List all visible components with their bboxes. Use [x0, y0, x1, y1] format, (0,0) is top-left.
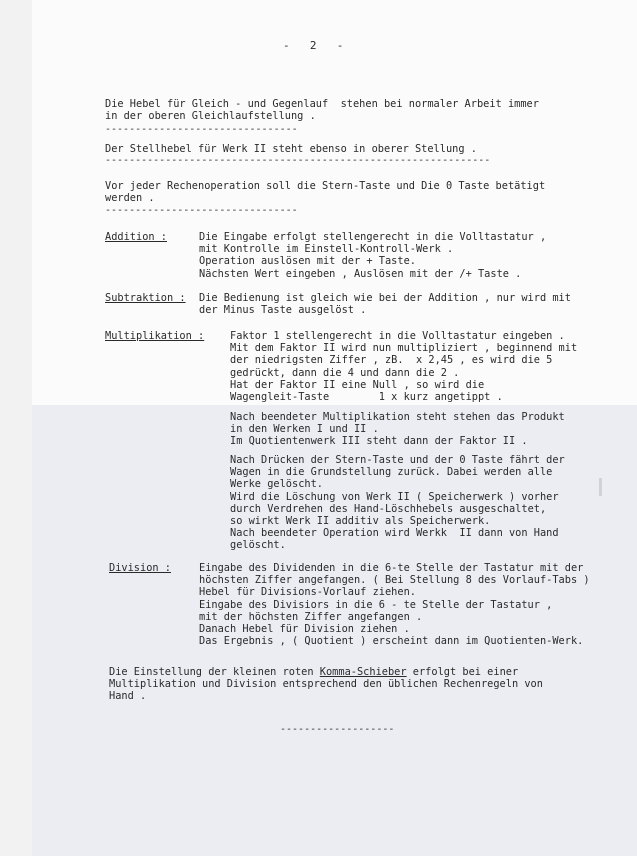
multiplikation-text-3: [230, 454, 565, 552]
multiplikation-text-1: [230, 330, 577, 403]
text-line: Nach beendeter Multiplikation steht stehen das Produkt: [230, 411, 565, 423]
closing-text-part: Die Einstellung der kleinen roten: [109, 666, 320, 678]
multiplikation-heading: Multiplikation :: [105, 330, 205, 342]
separator-rule: ----------------------------------------------------------------: [105, 155, 491, 166]
text-line: gelöscht.: [230, 539, 286, 552]
text-line: Faktor 1 stellengerecht in die Volltastatur eingeben .: [230, 330, 565, 342]
addition-text: [199, 231, 546, 280]
text-line: Eingabe des Dividenden in die 6-te Stelle der Tastatur mit der: [199, 562, 584, 574]
division-heading: Division :: [109, 562, 171, 574]
text-line: Werke gelöscht.: [230, 478, 323, 491]
end-rule: -------------------: [280, 724, 395, 735]
text-line: Der Stellhebel für Werk II steht ebenso in oberer Stellung .: [105, 143, 477, 155]
intro-paragraph-3: [105, 180, 545, 204]
closing-text-part: erfolgt bei einer: [406, 666, 519, 678]
text-line: Operation auslösen mit der + Taste.: [199, 255, 416, 268]
addition-heading: Addition :: [105, 231, 167, 243]
text-line: in den Werken I und II .: [230, 423, 379, 436]
closing-paragraph: [109, 666, 543, 703]
komma-schieber-term: Komma-Schieber: [319, 666, 407, 678]
text-line: Nach beendeter Operation wird Werkk II dann von Hand: [230, 527, 559, 540]
text-line: Die Eingabe erfolgt stellengerecht in die Volltastatur ,: [199, 231, 547, 243]
separator-rule: --------------------------------: [105, 205, 298, 216]
text-line: Nächsten Wert eingeben , Auslösen mit der /+ Taste .: [199, 267, 522, 280]
text-line: [109, 666, 543, 678]
text-line: Mit dem Faktor II wird nun multipliziert , beginnend mit: [230, 342, 578, 355]
text-line: Danach Hebel für Division ziehen .: [199, 623, 410, 636]
text-line: Nach Drücken der Stern-Taste und der 0 Taste fährt der: [230, 454, 565, 466]
page-number: - 2 -: [283, 39, 344, 52]
text-line: Wird die Löschung von Werk II ( Speicherwerk ) vorher: [230, 490, 559, 503]
text-line: Das Ergebnis , ( Quotient ) erscheint dann im Quotienten-Werk.: [199, 635, 584, 648]
text-line: Wagengleit-Taste 1 x kurz angetippt .: [230, 391, 503, 404]
text-line: werden .: [105, 192, 155, 205]
intro-paragraph-2: [105, 143, 477, 155]
separator-rule: --------------------------------: [105, 124, 298, 135]
text-line: höchsten Ziffer angefangen. ( Bei Stellung 8 des Vorlauf-Tabs ): [199, 574, 590, 587]
text-line: Im Quotientenwerk III steht dann der Faktor II .: [230, 435, 528, 448]
text-line: Hat der Faktor II eine Null , so wird die: [230, 378, 485, 391]
text-line: gedrückt, dann die 4 und dann die 2 .: [230, 366, 460, 379]
text-line: der Minus Taste ausgelöst .: [199, 304, 367, 317]
text-line: der niedrigsten Ziffer , zB. x 2,45 , es wird die 5: [230, 354, 553, 367]
text-line: Hebel für Divisions-Vorlauf ziehen.: [199, 586, 416, 599]
text-line: mit der höchsten Ziffer angefangen .: [199, 610, 423, 623]
text-line: Die Bedienung ist gleich wie bei der Addition , nur wird mit: [199, 292, 571, 304]
text-line: Multiplikation und Division entsprechend den üblichen Rechenregeln von: [109, 678, 543, 691]
multiplikation-text-2: [230, 411, 565, 448]
subtraktion-heading: Subtraktion :: [105, 292, 186, 304]
text-line: mit Kontrolle im Einstell-Kontroll-Werk .: [199, 243, 454, 256]
text-line: in der oberen Gleichlaufstellung .: [105, 110, 316, 123]
text-line: Wagen in die Grundstellung zurück. Dabei werden alle: [230, 466, 553, 479]
intro-paragraph-1: [105, 98, 539, 122]
text-line: Hand .: [109, 690, 147, 703]
text-line: Die Hebel für Gleich - und Gegenlauf stehen bei normaler Arbeit immer: [105, 98, 539, 110]
scan-mark: [599, 478, 602, 496]
subtraktion-text: [199, 292, 571, 316]
text-line: durch Verdrehen des Hand-Löschhebels ausgeschaltet,: [230, 502, 547, 515]
text-line: so wirkt Werk II additiv als Speicherwerk.: [230, 515, 491, 528]
text-line: Vor jeder Rechenoperation soll die Stern-Taste und Die 0 Taste betätigt: [105, 180, 546, 192]
text-line: Eingabe des Divisiors in die 6 - te Stelle der Tastatur ,: [199, 598, 553, 611]
division-text: [199, 562, 590, 647]
